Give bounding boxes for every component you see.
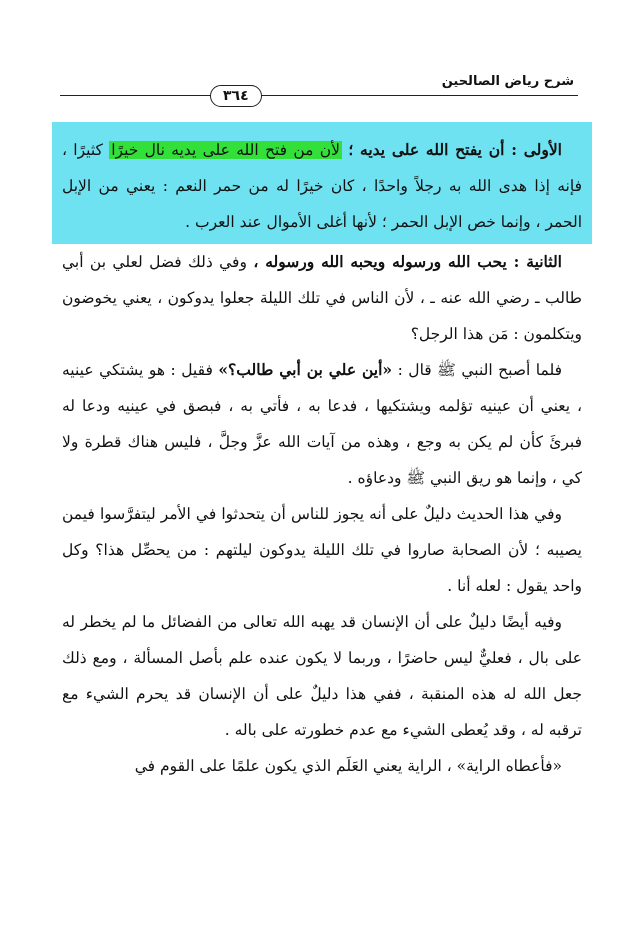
paragraph-1	[62, 132, 582, 240]
p3-start: فلما أصبح النبي ﷺ قال :	[397, 361, 563, 379]
highlighted-phrase: لأن من فتح الله على يديه نال خيرًا	[111, 141, 340, 159]
p1-rest: كثيرًا ، فإنه إذا هدى الله به رجلاً واحدًا ، كان خيرًا له من حمر النعم : يعني من الإبل الحمر ، وإنما خص الإبل الحمر ؛ لأنها أغلى الأموال عند العرب .	[62, 141, 582, 231]
paragraph-2	[62, 244, 582, 352]
book-title: شرح رياض الصالحين	[441, 74, 574, 89]
p6-rest: ، الراية يعني العَلَم الذي يكون علمًا على القوم في	[134, 757, 452, 775]
page-header	[60, 72, 578, 102]
paragraph-3	[62, 352, 582, 496]
page-body	[62, 122, 582, 784]
paragraph-6	[62, 748, 582, 784]
paragraph-5: وفيه أيضًا دليلٌ على أن الإنسان قد يهبه الله تعالى من الفضائل ما لم يخطر له على بال ، فعليٌّ ليس حاضرًا ، وربما لا يكون عنده علم بأصل المسألة ، ومع ذلك جعل الله له هذه المنقبة ، ففي هذا دليلٌ على أن الإنسان قد يحرم الشيء مع ترقبه له ، وقد يُعطى الشيء مع عدم خطورته على باله .	[62, 613, 582, 739]
header-rule	[60, 95, 578, 96]
paragraph-4: وفي هذا الحديث دليلٌ على أنه يجوز للناس أن يتحدثوا في الأمر ليتفرَّسوا فيمن يصيبه ؛ لأن الصحابة صاروا في تلك الليلة يدوكون ليلتهم : من يحصِّل هذا؟ وكل واحد يقول : لعله أنا .	[62, 505, 582, 595]
highlighted-paragraph	[52, 122, 592, 244]
p6-quote: «فأعطاه الراية»	[456, 757, 562, 775]
p3-rest: فقيل : هو يشتكي عينيه ، يعني أن عينيه تؤلمه ويشتكيها ، فدعا به ، فأتي به ، فبصق في عينيه ودعا له فبرئَ كأن لم يكن به وجع ، وهذه من آيات الله عزَّ وجلَّ ، فليس هناك قطرة ولا كي ، وإنما هو ريق النبي ﷺ ودعاؤه .	[62, 361, 582, 487]
p2-rest: وفي ذلك فضل لعلي بن أبي طالب ـ رضي الله عنه ـ ، لأن الناس في تلك الليلة جعلوا يدوكون ، يعني يخوضون ويتكلمون : مَن هذا الرجل؟	[62, 253, 582, 343]
p2-lead: الثانية : يحب الله ورسوله ويحبه الله ورسوله ،	[253, 252, 562, 271]
page-number: ٣٦٤	[210, 85, 262, 107]
p1-lead: الأولى : أن يفتح الله على يديه ؛	[348, 140, 562, 159]
p3-quote: «أين علي بن أبي طالب؟»	[218, 360, 393, 379]
